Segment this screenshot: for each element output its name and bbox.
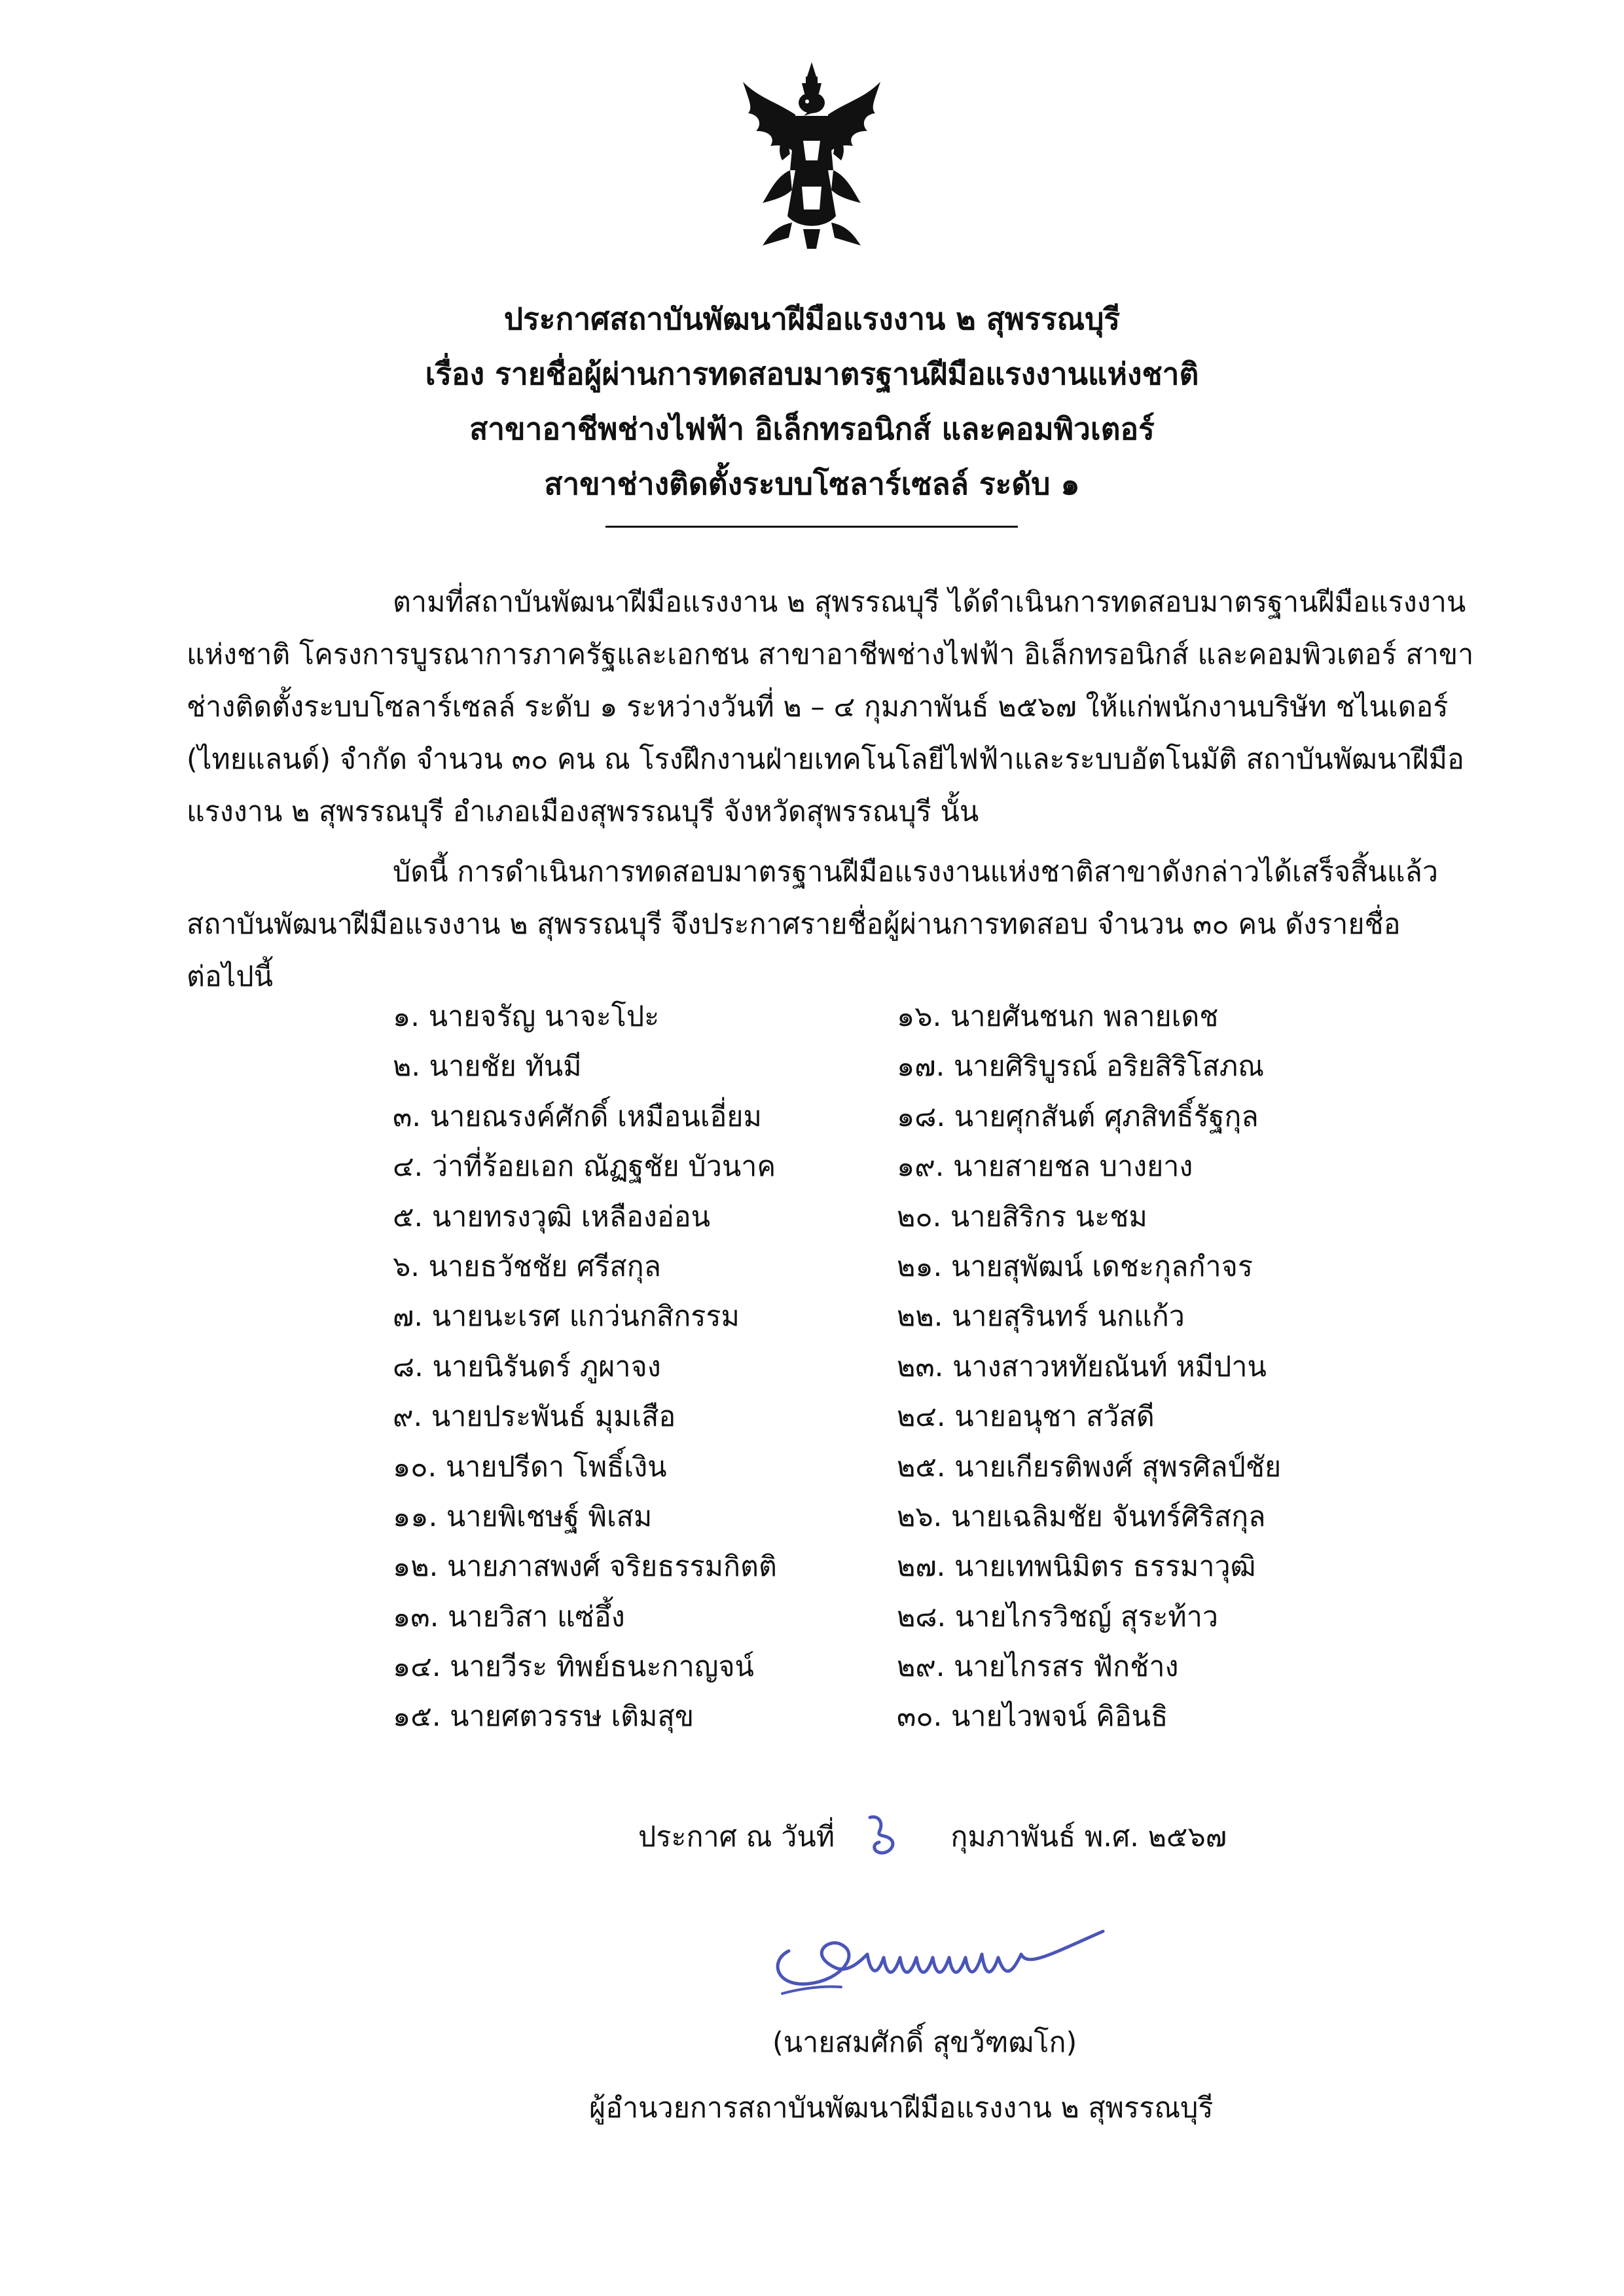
list-item: ๖. นายธวัชชัย ศรีสกุล — [393, 1250, 662, 1283]
title-line-2: เรื่อง รายชื่อผู้ผ่านการทดสอบมาตรฐานฝีมือแรงงานแห่งชาติ — [425, 356, 1199, 392]
list-item: ๒๓. นางสาวหทัยณันท์ หมีปาน — [897, 1350, 1267, 1383]
list-item: ๒๖. นายเฉลิมชัย จันทร์ศิริสกุล — [897, 1500, 1266, 1533]
list-item: ๔. ว่าที่ร้อยเอก ณัฏฐชัย บัวนาค — [393, 1150, 776, 1184]
body-paragraph-1 — [187, 576, 1474, 838]
title-line-1: ประกาศสถาบันพัฒนาฝีมือแรงงาน ๒ สุพรรณบุรี — [503, 301, 1121, 337]
list-item: ๒๐. นายสิริกร นะชม — [897, 1200, 1147, 1233]
handwritten-day — [844, 1812, 942, 1858]
list-item: ๒๙. นายไกรสร ฟักช้าง — [897, 1650, 1179, 1684]
paragraph-line: ช่างติดตั้งระบบโซลาร์เซลล์ ระดับ ๑ ระหว่างวันที่ ๒ – ๔ กุมภาพันธ์ ๒๕๖๗ ให้แก่พนักงานบริษัท ชไนเดอร์ — [187, 691, 1449, 723]
paragraph-line: แรงงาน ๒ สุพรรณบุรี อำเภอเมืองสุพรรณบุรี จังหวัดสุพรรณบุรี นั้น — [187, 795, 979, 828]
list-item: ๙. นายประพันธ์ มุมเสือ — [393, 1400, 676, 1434]
list-item: ๑๒. นายภาสพงศ์ จริยธรรมกิตติ — [393, 1550, 777, 1584]
list-item: ๒๕. นายเกียรติพงศ์ สุพรศิลป์ชัย — [897, 1450, 1282, 1484]
list-item: ๑๗. นายศิริบูรณ์ อริยสิริโสภณ — [897, 1050, 1265, 1084]
list-item: ๓๐. นายไวพจน์ คิอินธิ — [897, 1700, 1168, 1734]
list-item: ๗. นายนะเรศ แกว่นกสิกรรม — [393, 1300, 740, 1334]
title-divider — [605, 526, 1018, 528]
list-item: ๒๒. นายสุรินทร์ นกแก้ว — [897, 1300, 1185, 1334]
announcement-date — [638, 1812, 1227, 1859]
list-item: ๑๘. นายศุกสันต์ ศุภสิทธิ์รัฐกุล — [897, 1100, 1259, 1133]
list-item: ๑๕. นายศตวรรษ เติมสุข — [393, 1700, 695, 1734]
list-item: ๕. นายทรงวุฒิ เหลืองอ่อน — [393, 1200, 710, 1233]
handwritten-signature-icon — [763, 1915, 1116, 2026]
paragraph-line: แห่งชาติ โครงการบูรณาการภาครัฐและเอกชน สาขาอาชีพช่างไฟฟ้า อิเล็กทรอนิกส์ และคอมพิวเตอร์ สาขา — [187, 638, 1474, 671]
list-item: ๒๔. นายอนุชา สวัสดี — [897, 1400, 1155, 1434]
list-item: ๑๓. นายวิสา แซ่อึ้ง — [393, 1600, 625, 1633]
list-item: ๓. นายณรงค์ศักดิ์ เหมือนเอี่ยม — [393, 1100, 762, 1133]
list-item: ๑๐. นายปรีดา โพธิ์เงิน — [393, 1450, 667, 1484]
paragraph-line: บัดนี้ การดำเนินการทดสอบมาตรฐานฝีมือแรงงานแห่งชาติสาขาดังกล่าวได้เสร็จสิ้นแล้ว — [393, 856, 1438, 888]
list-item: ๑. นายจรัญ นาจะโปะ — [393, 1000, 660, 1033]
list-item: ๑๖. นายศันชนก พลายเดช — [897, 1000, 1219, 1033]
body-paragraph-2 — [187, 846, 1460, 1003]
list-item: ๒๘. นายไกรวิชญ์ สุระท้าว — [897, 1600, 1219, 1633]
date-suffix: กุมภาพันธ์ พ.ศ. ๒๕๖๗ — [950, 1821, 1227, 1853]
paragraph-line: ต่อไปนี้ — [187, 960, 274, 993]
date-prefix: ประกาศ ณ วันที่ — [638, 1821, 835, 1853]
title-line-3: สาขาอาชีพช่างไฟฟ้า อิเล็กทรอนิกส์ และคอมพิวเตอร์ — [469, 411, 1155, 446]
list-item: ๑๑. นายพิเชษฐ์ พิเสม — [393, 1500, 653, 1533]
list-item: ๑๔. นายวีระ ทิพย์ธนะกาญจน์ — [393, 1650, 754, 1684]
list-item: ๒. นายชัย ทันมี — [393, 1050, 582, 1084]
names-list-right — [897, 992, 1281, 1742]
list-item: ๘. นายนิรันดร์ ภูผาจง — [393, 1350, 661, 1383]
list-item: ๑๙. นายสายชล บางยาง — [897, 1150, 1193, 1184]
paragraph-line: ตามที่สถาบันพัฒนาฝีมือแรงงาน ๒ สุพรรณบุรี ได้ดำเนินการทดสอบมาตรฐานฝีมือแรงงาน — [393, 586, 1466, 619]
signer-position: ผู้อำนวยการสถาบันพัฒนาฝีมือแรงงาน ๒ สุพรรณบุรี — [589, 2092, 1214, 2124]
list-item: ๒๑. นายสุพัฒน์ เดชะกุลกำจร — [897, 1250, 1253, 1283]
list-item: ๒๗. นายเทพนิมิตร ธรรมาวุฒิ — [897, 1550, 1256, 1584]
paragraph-line: สถาบันพัฒนาฝีมือแรงงาน ๒ สุพรรณบุรี จึงประกาศรายชื่อผู้ผ่านการทดสอบ จำนวน ๓๐ คน ดังรายชื่อ — [187, 908, 1401, 941]
handwritten-day-numeral-icon — [844, 1812, 942, 1858]
signer-name: (นายสมศักดิ์ สุขวัฑฒโก) — [772, 2026, 1077, 2059]
paragraph-line: (ไทยแลนด์) จำกัด จำนวน ๓๐ คน ณ โรงฝึกงานฝ่ายเทคโนโลยีไฟฟ้าและระบบอัตโนมัติ สถาบันพัฒนาฝีมือ — [187, 743, 1464, 776]
names-list-left — [393, 992, 777, 1742]
title-line-4: สาขาช่างติดตั้งระบบโซลาร์เซลล์ ระดับ ๑ — [544, 466, 1080, 501]
garuda-emblem-icon — [730, 62, 893, 249]
announcement-title — [0, 291, 1624, 511]
